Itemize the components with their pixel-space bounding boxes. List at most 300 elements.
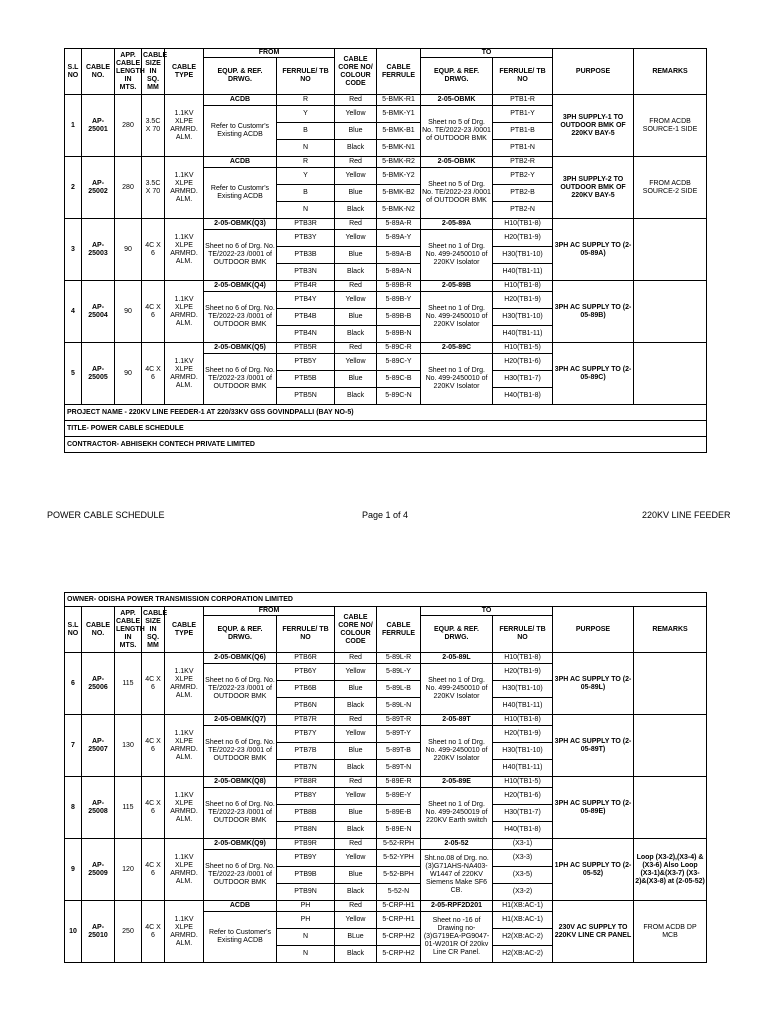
cell-cable-ferrule: 5-89C-R	[377, 343, 421, 354]
col-core: CABLE CORE NO/ COLOUR CODE	[335, 49, 377, 95]
cell-to-equipment: 2-05-89A	[421, 219, 493, 230]
cell-core-colour: Red	[335, 839, 377, 850]
cell-from-ferrule: PTB8R	[277, 777, 335, 788]
cell-from-ferrule: PTB7R	[277, 715, 335, 726]
cell-to-ferrule: H2(XB:AC-2)	[493, 946, 553, 963]
col-from-equip: EQUP. & REF. DRWG.	[204, 58, 277, 95]
cable-header-row	[65, 653, 707, 664]
cell-purpose: 1PH AC SUPPLY TO (2-05-52)	[553, 839, 634, 901]
cell-purpose: 3PH AC SUPPLY TO (2-05-89B)	[553, 281, 634, 343]
cell-from-ferrule: PTB7Y	[277, 726, 335, 743]
cell-cable-ferrule: 5-BMK-R1	[377, 95, 421, 106]
cell-from-ferrule: PTB8N	[277, 822, 335, 839]
cell-core-colour: Red	[335, 343, 377, 354]
cell-to-ferrule: (X3-2)	[493, 884, 553, 901]
cell-remarks: FROM ACDB DP MCB	[634, 901, 707, 963]
col-cable-ferrule: CABLE FERRULE	[377, 607, 421, 653]
cell-from-ferrule: PTB5Y	[277, 354, 335, 371]
col-from: FROM	[204, 49, 335, 58]
cable-header-row	[65, 343, 707, 354]
cell-size: 4C X 6	[142, 653, 165, 715]
cell-to-ferrule: H30(TB1-10)	[493, 743, 553, 760]
cell-from-ferrule: PTB4Y	[277, 292, 335, 309]
col-cable-ferrule: CABLE FERRULE	[377, 49, 421, 95]
cell-to-ferrule: PTB1-Y	[493, 106, 553, 123]
cell-cable-no: AP-25001	[82, 95, 115, 157]
cell-cable-ferrule: 5-89T-R	[377, 715, 421, 726]
col-from-equip: EQUP. & REF. DRWG.	[204, 616, 277, 653]
cell-cable-ferrule: 5-BMK-B1	[377, 123, 421, 140]
cell-to-reference: Sheet no 1 of Drg. No. 499-2450010 of 220KV Isolator	[421, 664, 493, 715]
cell-core-colour: Blue	[335, 185, 377, 202]
cell-cable-ferrule: 5-89L-Y	[377, 664, 421, 681]
cell-to-ferrule: H40(TB1-8)	[493, 388, 553, 405]
cell-sl: 3	[65, 219, 82, 281]
cable-header-row	[65, 219, 707, 230]
cell-from-reference: Refer to Customr's Existing ACDB	[204, 168, 277, 219]
cell-to-ferrule: H10(TB1-5)	[493, 343, 553, 354]
cell-cable-ferrule: 5-89A-Y	[377, 230, 421, 247]
cell-length: 115	[115, 653, 142, 715]
project-info-0: PROJECT NAME - 220KV LINE FEEDER-1 AT 220/33KV GSS GOVINDPALLI (BAY NO-5)	[65, 405, 707, 421]
cell-from-ferrule: N	[277, 929, 335, 946]
cell-length: 120	[115, 839, 142, 901]
cell-from-equipment: 2-05-OBMK(Q9)	[204, 839, 277, 850]
cell-length: 280	[115, 157, 142, 219]
cell-size: 3.5C X 70	[142, 157, 165, 219]
cell-cable-ferrule: 5-89A-R	[377, 219, 421, 230]
cell-from-ferrule: PTB3R	[277, 219, 335, 230]
cell-to-reference: Sheet no 1 of Drg. No. 499-2450019 of 220KV Earth switch	[421, 788, 493, 839]
col-core: CABLE CORE NO/ COLOUR CODE	[335, 607, 377, 653]
cell-from-ferrule: PTB9B	[277, 867, 335, 884]
cable-header-row	[65, 777, 707, 788]
cell-core-colour: BLue	[335, 929, 377, 946]
cell-core-colour: Black	[335, 326, 377, 343]
cell-sl: 4	[65, 281, 82, 343]
cell-size: 4C X 6	[142, 777, 165, 839]
cell-cable-ferrule: 5-BMK-Y1	[377, 106, 421, 123]
cell-to-ferrule: H1(XB:AC-1)	[493, 912, 553, 929]
col-to-equip: EQUP. & REF. DRWG.	[421, 616, 493, 653]
cell-cable-no: AP-25010	[82, 901, 115, 963]
cell-size: 4C X 6	[142, 219, 165, 281]
cell-to-ferrule: H10(TB1-8)	[493, 653, 553, 664]
cell-from-ferrule: Y	[277, 106, 335, 123]
cell-sl: 10	[65, 901, 82, 963]
cell-to-ferrule: H30(TB1-10)	[493, 681, 553, 698]
col-to-equip: EQUP. & REF. DRWG.	[421, 58, 493, 95]
cell-to-ferrule: PTB2-Y	[493, 168, 553, 185]
cell-to-ferrule: H40(TB1-11)	[493, 326, 553, 343]
cell-from-ferrule: PTB6Y	[277, 664, 335, 681]
cell-core-colour: Blue	[335, 743, 377, 760]
cell-core-colour: Black	[335, 760, 377, 777]
cell-core-colour: Black	[335, 698, 377, 715]
col-from: FROM	[204, 607, 335, 616]
cell-to-ferrule: PTB2-B	[493, 185, 553, 202]
cell-cable-ferrule: 5-89B-N	[377, 326, 421, 343]
cell-from-ferrule: B	[277, 185, 335, 202]
cell-from-ferrule: PTB3N	[277, 264, 335, 281]
cell-cable-ferrule: 5-89T-B	[377, 743, 421, 760]
cell-to-ferrule: PTB1-R	[493, 95, 553, 106]
cell-from-ferrule: PTB9R	[277, 839, 335, 850]
col-sl: S.L NO	[65, 607, 82, 653]
cell-from-ferrule: PH	[277, 912, 335, 929]
cell-from-ferrule: Y	[277, 168, 335, 185]
cell-length: 130	[115, 715, 142, 777]
cell-from-reference: Sheet no 6 of Drg. No. TE/2022-23 /0001 of OUTDOOR BMK	[204, 230, 277, 281]
cell-to-ferrule: PTB2-R	[493, 157, 553, 168]
cell-to-ferrule: H40(TB1-11)	[493, 264, 553, 281]
cell-from-ferrule: PH	[277, 901, 335, 912]
cell-to-ferrule: H2(XB:AC-2)	[493, 929, 553, 946]
cell-from-ferrule: PTB7N	[277, 760, 335, 777]
cell-from-equipment: ACDB	[204, 157, 277, 168]
cell-from-ferrule: N	[277, 946, 335, 963]
cell-from-equipment: 2-05-OBMK(Q5)	[204, 343, 277, 354]
cell-cable-ferrule: 5-89E-N	[377, 822, 421, 839]
cell-purpose: 230V AC SUPPLY TO 220KV LINE CR PANEL	[553, 901, 634, 963]
cell-core-colour: Black	[335, 388, 377, 405]
cell-purpose: 3PH AC SUPPLY TO (2-05-89A)	[553, 219, 634, 281]
cell-cable-ferrule: 5-CRP-H1	[377, 901, 421, 912]
cell-sl: 5	[65, 343, 82, 405]
col-remarks: REMARKS	[634, 49, 707, 95]
footer-left: POWER CABLE SCHEDULE	[47, 510, 165, 520]
cell-core-colour: Blue	[335, 681, 377, 698]
cell-from-reference: Sheet no 6 of Drg. No. TE/2022-23 /0001 of OUTDOOR BMK	[204, 292, 277, 343]
cable-header-row	[65, 95, 707, 106]
project-info-1: TITLE- POWER CABLE SCHEDULE	[65, 421, 707, 437]
cell-to-ferrule: H20(TB1-9)	[493, 292, 553, 309]
cell-sl: 8	[65, 777, 82, 839]
cell-from-ferrule: PTB6N	[277, 698, 335, 715]
cell-core-colour: Yellow	[335, 168, 377, 185]
cell-cable-ferrule: 5-CRP-H2	[377, 946, 421, 963]
cell-from-equipment: 2-05-OBMK(Q7)	[204, 715, 277, 726]
cell-cable-ferrule: 5-89T-N	[377, 760, 421, 777]
cell-purpose: 3PH AC SUPPLY TO (2-05-89C)	[553, 343, 634, 405]
cell-sl: 2	[65, 157, 82, 219]
cell-purpose: 3PH AC SUPPLY TO (2-05-89L)	[553, 653, 634, 715]
cable-schedule-table-page1	[64, 48, 707, 453]
cell-purpose: 3PH SUPPLY-1 TO OUTDOOR BMK OF 220KV BAY-5	[553, 95, 634, 157]
cell-sl: 7	[65, 715, 82, 777]
cell-remarks	[634, 777, 707, 839]
cell-core-colour: Yellow	[335, 850, 377, 867]
cell-to-ferrule: PTB1-B	[493, 123, 553, 140]
cell-cable-ferrule: 5-89C-Y	[377, 354, 421, 371]
cell-to-ferrule: H20(TB1-9)	[493, 230, 553, 247]
cell-from-equipment: ACDB	[204, 901, 277, 912]
col-size: CABLE SIZE IN SQ. MM	[142, 49, 165, 95]
cell-to-ferrule: H1(XB:AC-1)	[493, 901, 553, 912]
cell-remarks	[634, 219, 707, 281]
cell-type: 1.1KV XLPE ARMRD. ALM.	[165, 281, 204, 343]
cell-to-ferrule: (X3-3)	[493, 850, 553, 867]
cell-from-reference: Refer to Customr's Existing ACDB	[204, 106, 277, 157]
cell-to-equipment: 2-05-OBMK	[421, 95, 493, 106]
cell-from-ferrule: PTB5B	[277, 371, 335, 388]
cell-cable-ferrule: 5-BMK-N2	[377, 202, 421, 219]
cell-length: 90	[115, 281, 142, 343]
cell-core-colour: Blue	[335, 371, 377, 388]
cell-to-equipment: 2-05-89E	[421, 777, 493, 788]
cell-core-colour: Yellow	[335, 292, 377, 309]
cell-cable-no: AP-25008	[82, 777, 115, 839]
col-to-ferrule: FERRULE/ TB NO	[493, 616, 553, 653]
cell-from-ferrule: N	[277, 202, 335, 219]
cell-core-colour: Yellow	[335, 354, 377, 371]
cell-cable-ferrule: 5-52-BPH	[377, 867, 421, 884]
cell-to-ferrule: (X3-1)	[493, 839, 553, 850]
cell-to-ferrule: H30(TB1-10)	[493, 247, 553, 264]
cell-from-reference: Sheet no 6 of Drg. No. TE/2022-23 /0001 of OUTDOOR BMK	[204, 788, 277, 839]
cell-cable-ferrule: 5-89C-N	[377, 388, 421, 405]
cell-remarks	[634, 281, 707, 343]
cell-cable-ferrule: 5-BMK-N1	[377, 140, 421, 157]
cell-core-colour: Red	[335, 219, 377, 230]
cell-to-ferrule: H40(TB1-11)	[493, 698, 553, 715]
cell-core-colour: Yellow	[335, 230, 377, 247]
cell-to-ferrule: H20(TB1-9)	[493, 664, 553, 681]
footer-right: 220KV LINE FEEDER	[642, 510, 731, 520]
cell-purpose: 3PH AC SUPPLY TO (2-05-89T)	[553, 715, 634, 777]
cell-purpose: 3PH AC SUPPLY TO (2-05-89E)	[553, 777, 634, 839]
cell-core-colour: Yellow	[335, 726, 377, 743]
cell-core-colour: Black	[335, 822, 377, 839]
col-purpose: PURPOSE	[553, 607, 634, 653]
page-footer	[0, 510, 768, 524]
col-from-ferrule: FERRULE/ TB NO	[277, 58, 335, 95]
cell-to-reference: Sheet no 1 of Drg. No. 499-2450010 of 220KV Isolator	[421, 230, 493, 281]
cell-to-ferrule: H40(TB1-11)	[493, 760, 553, 777]
cell-core-colour: Red	[335, 281, 377, 292]
cell-cable-ferrule: 5-89B-R	[377, 281, 421, 292]
cell-to-ferrule: PTB2-N	[493, 202, 553, 219]
cell-core-colour: Blue	[335, 123, 377, 140]
project-info-2: CONTRACTOR- ABHISEKH CONTECH PRIVATE LIMITED	[65, 437, 707, 453]
cell-core-colour: Blue	[335, 805, 377, 822]
cell-type: 1.1KV XLPE ARMRD. ALM.	[165, 901, 204, 963]
cell-to-ferrule: PTB1-N	[493, 140, 553, 157]
cell-cable-ferrule: 5-89E-B	[377, 805, 421, 822]
cell-from-equipment: 2-05-OBMK(Q8)	[204, 777, 277, 788]
cell-core-colour: Yellow	[335, 664, 377, 681]
cell-to-reference: Sheet no 1 of Drg. No. 499-2450010 of 220KV Isolator	[421, 354, 493, 405]
cell-to-ferrule: H40(TB1-8)	[493, 822, 553, 839]
cell-type: 1.1KV XLPE ARMRD. ALM.	[165, 157, 204, 219]
cell-to-reference: Sheet no 1 of Drg. No. 499-2450010 of 220KV Isolator	[421, 292, 493, 343]
col-length: APP. CABLE LENGTH IN MTS.	[115, 49, 142, 95]
cell-core-colour: Red	[335, 715, 377, 726]
cell-size: 4C X 6	[142, 901, 165, 963]
cable-schedule-table-page2	[64, 592, 707, 963]
col-size: CABLE SIZE IN SQ. MM	[142, 607, 165, 653]
project-info-row	[65, 405, 707, 421]
cell-length: 115	[115, 777, 142, 839]
cell-from-ferrule: PTB6R	[277, 653, 335, 664]
col-cable-no: CABLE NO.	[82, 607, 115, 653]
cell-type: 1.1KV XLPE ARMRD. ALM.	[165, 839, 204, 901]
cell-to-reference: Sheet no 5 of Drg. No. TE/2022-23 /0001 of OUTDOOR BMK	[421, 168, 493, 219]
col-sl: S.L NO	[65, 49, 82, 95]
cell-core-colour: Black	[335, 946, 377, 963]
cell-from-ferrule: PTB9Y	[277, 850, 335, 867]
cell-cable-no: AP-25007	[82, 715, 115, 777]
cell-to-ferrule: H20(TB1-6)	[493, 788, 553, 805]
cell-core-colour: Black	[335, 264, 377, 281]
cell-purpose: 3PH SUPPLY-2 TO OUTDOOR BMK OF 220KV BAY-5	[553, 157, 634, 219]
cell-from-equipment: 2-05-OBMK(Q6)	[204, 653, 277, 664]
cell-cable-ferrule: 5-BMK-Y2	[377, 168, 421, 185]
cell-to-ferrule: H30(TB1-7)	[493, 371, 553, 388]
col-to-ferrule: FERRULE/ TB NO	[493, 58, 553, 95]
cell-core-colour: Black	[335, 884, 377, 901]
cell-from-equipment: 2-05-OBMK(Q4)	[204, 281, 277, 292]
cell-cable-ferrule: 5-52-RPH	[377, 839, 421, 850]
cell-from-equipment: ACDB	[204, 95, 277, 106]
cell-core-colour: Red	[335, 95, 377, 106]
cell-from-reference: Sheet no 6 of Drg. No. TE/2022-23 /0001 of OUTDOOR BMK	[204, 354, 277, 405]
cell-to-ferrule: H10(TB1-8)	[493, 715, 553, 726]
cell-cable-ferrule: 5-89L-R	[377, 653, 421, 664]
cell-sl: 6	[65, 653, 82, 715]
cell-core-colour: Red	[335, 777, 377, 788]
cell-from-ferrule: PTB8B	[277, 805, 335, 822]
cell-length: 90	[115, 219, 142, 281]
cell-from-equipment: 2-05-OBMK(Q3)	[204, 219, 277, 230]
cell-type: 1.1KV XLPE ARMRD. ALM.	[165, 777, 204, 839]
cell-remarks	[634, 715, 707, 777]
cell-from-ferrule: PTB8Y	[277, 788, 335, 805]
cell-size: 4C X 6	[142, 715, 165, 777]
cell-cable-ferrule: 5-89L-B	[377, 681, 421, 698]
cell-to-equipment: 2-05-52	[421, 839, 493, 850]
cell-to-equipment: 2-05-89T	[421, 715, 493, 726]
cell-length: 90	[115, 343, 142, 405]
cell-from-reference: Sheet no 6 of Drg. No. TE/2022-23 /0001 of OUTDOOR BMK	[204, 664, 277, 715]
cell-cable-ferrule: 5-89A-B	[377, 247, 421, 264]
cell-to-ferrule: H10(TB1-8)	[493, 281, 553, 292]
owner-row	[65, 593, 707, 607]
col-to: TO	[421, 49, 553, 58]
footer-page-number: Page 1 of 4	[362, 510, 409, 520]
col-cable-no: CABLE NO.	[82, 49, 115, 95]
cell-cable-ferrule: 5-BMK-B2	[377, 185, 421, 202]
cell-from-ferrule: PTB4B	[277, 309, 335, 326]
cell-cable-ferrule: 5-52-YPH	[377, 850, 421, 867]
cell-remarks: FROM ACDB SOURCE-2 SIDE	[634, 157, 707, 219]
col-type: CABLE TYPE	[165, 49, 204, 95]
cell-remarks	[634, 343, 707, 405]
cell-remarks: FROM ACDB SOURCE-1 SIDE	[634, 95, 707, 157]
cell-cable-no: AP-25009	[82, 839, 115, 901]
cell-from-ferrule: PTB5N	[277, 388, 335, 405]
cell-cable-ferrule: 5-89E-R	[377, 777, 421, 788]
cell-core-colour: Yellow	[335, 106, 377, 123]
cell-from-ferrule: PTB6B	[277, 681, 335, 698]
owner-line: OWNER- ODISHA POWER TRANSMISSION CORPORATION LIMITED	[65, 593, 707, 607]
cell-sl: 1	[65, 95, 82, 157]
cell-from-reference: Refer to Customer's Existing ACDB	[204, 912, 277, 963]
cell-type: 1.1KV XLPE ARMRD. ALM.	[165, 219, 204, 281]
cell-core-colour: Black	[335, 140, 377, 157]
cell-cable-ferrule: 5-89E-Y	[377, 788, 421, 805]
cell-core-colour: Red	[335, 901, 377, 912]
cell-to-equipment: 2-05-89B	[421, 281, 493, 292]
cell-core-colour: Red	[335, 653, 377, 664]
cell-from-ferrule: N	[277, 140, 335, 157]
cell-core-colour: Blue	[335, 309, 377, 326]
cell-to-equipment: 2-05-89C	[421, 343, 493, 354]
cell-to-ferrule: H10(TB1-5)	[493, 777, 553, 788]
cell-to-reference: Sheet no -16 of Drawing no-(3)G719EA-PG9047-01-W201R Of 220kv Line CR Panel.	[421, 912, 493, 963]
cable-header-row	[65, 839, 707, 850]
cell-length: 280	[115, 95, 142, 157]
cell-from-ferrule: PTB3Y	[277, 230, 335, 247]
cell-to-equipment: 2-05-OBMK	[421, 157, 493, 168]
cell-sl: 9	[65, 839, 82, 901]
cell-cable-ferrule: 5-CRP-H1	[377, 912, 421, 929]
cell-cable-no: AP-25004	[82, 281, 115, 343]
cell-from-ferrule: PTB7B	[277, 743, 335, 760]
cell-cable-ferrule: 5-89C-B	[377, 371, 421, 388]
project-info-row	[65, 421, 707, 437]
cell-to-equipment: 2-05-RPF2D201	[421, 901, 493, 912]
cell-from-ferrule: B	[277, 123, 335, 140]
cell-size: 4C X 6	[142, 281, 165, 343]
cell-from-ferrule: R	[277, 157, 335, 168]
cell-cable-no: AP-25006	[82, 653, 115, 715]
cell-to-equipment: 2-05-89L	[421, 653, 493, 664]
cell-cable-ferrule: 5-89L-N	[377, 698, 421, 715]
cell-to-ferrule: H30(TB1-7)	[493, 805, 553, 822]
cell-cable-no: AP-25002	[82, 157, 115, 219]
cell-cable-ferrule: 5-89T-Y	[377, 726, 421, 743]
col-type: CABLE TYPE	[165, 607, 204, 653]
cell-core-colour: Yellow	[335, 912, 377, 929]
col-from-ferrule: FERRULE/ TB NO	[277, 616, 335, 653]
cell-to-ferrule: H10(TB1-8)	[493, 219, 553, 230]
cable-header-row	[65, 281, 707, 292]
cell-type: 1.1KV XLPE ARMRD. ALM.	[165, 343, 204, 405]
cell-core-colour: Blue	[335, 247, 377, 264]
col-purpose: PURPOSE	[553, 49, 634, 95]
cell-remarks: Loop (X3-2),(X3-4) &(X3-6) Also Loop (X3-1)&(X3-7) (X3-2)&(X3-8) at (2-05-52)	[634, 839, 707, 901]
header-row-1	[65, 49, 707, 58]
col-to: TO	[421, 607, 553, 616]
cell-cable-ferrule: 5-CRP-H2	[377, 929, 421, 946]
cell-from-ferrule: PTB4N	[277, 326, 335, 343]
cell-to-reference: Sheet no 5 of Drg. No. TE/2022-23 /0001 of OUTDOOR BMK	[421, 106, 493, 157]
cell-to-ferrule: H30(TB1-10)	[493, 309, 553, 326]
cable-header-row	[65, 901, 707, 912]
cell-from-ferrule: PTB3B	[277, 247, 335, 264]
cell-from-reference: Sheet no 6 of Drg. No. TE/2022-23 /0001 of OUTDOOR BMK	[204, 850, 277, 901]
cell-remarks	[634, 653, 707, 715]
col-remarks: REMARKS	[634, 607, 707, 653]
cell-cable-ferrule: 5-89A-N	[377, 264, 421, 281]
cell-core-colour: Red	[335, 157, 377, 168]
cell-cable-no: AP-25005	[82, 343, 115, 405]
cell-cable-ferrule: 5-89B-Y	[377, 292, 421, 309]
cell-cable-ferrule: 5-BMK-R2	[377, 157, 421, 168]
cell-cable-ferrule: 5-52-N	[377, 884, 421, 901]
cell-size: 4C X 6	[142, 343, 165, 405]
